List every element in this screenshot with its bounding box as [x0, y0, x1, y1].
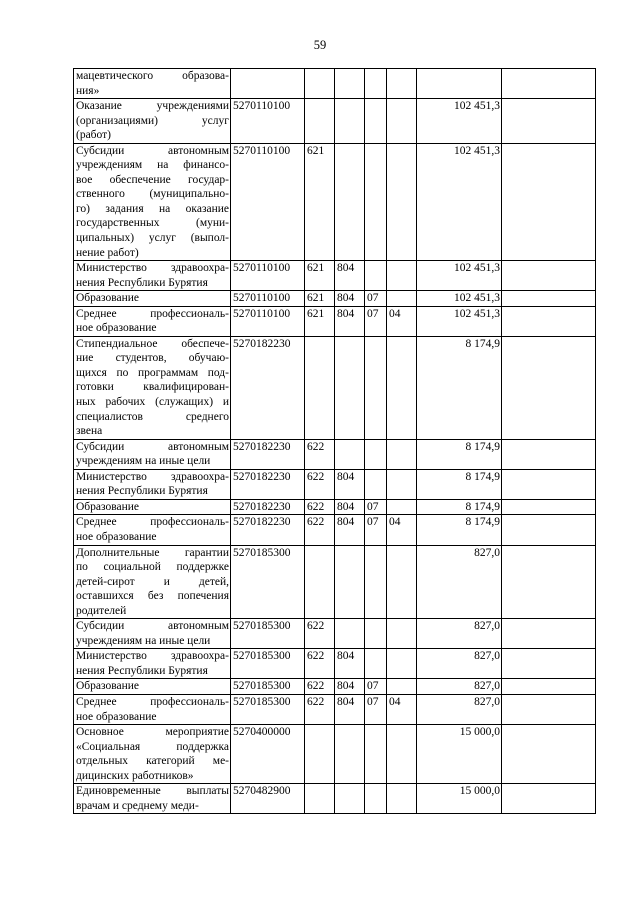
section-code: 07	[365, 515, 387, 545]
subsection-code	[387, 545, 417, 619]
item-name-line: Дополнительные гарантии	[76, 546, 229, 559]
department-code	[335, 619, 365, 649]
budget-table	[73, 68, 596, 814]
extra-cell	[502, 439, 596, 469]
section-code: 07	[365, 694, 387, 724]
expense-type-code: 621	[305, 143, 335, 260]
item-name-line: учреждениям на иные цели	[76, 634, 211, 647]
item-name-line: Субсидии автономным	[76, 144, 229, 157]
item-name-line: государственных (муни-	[76, 217, 229, 230]
amount-cell: 102 451,3	[417, 143, 502, 260]
table-row	[74, 469, 596, 499]
item-name-cell	[74, 439, 231, 469]
item-name-line: Среднее профессиональ-	[76, 307, 229, 320]
item-name-line: отдельных категорий ме-	[76, 755, 229, 768]
section-code	[365, 619, 387, 649]
extra-cell	[502, 261, 596, 291]
item-name-cell	[74, 784, 231, 814]
expense-type-code: 622	[305, 649, 335, 679]
expense-type-code: 622	[305, 619, 335, 649]
expense-type-code	[305, 69, 335, 99]
expense-type-code	[305, 545, 335, 619]
table-body	[74, 69, 596, 814]
item-name-cell	[74, 291, 231, 307]
item-name-line: Стипендиальное обеспече-	[76, 337, 229, 350]
item-name-line: ципальных) услуг (выпол-	[76, 232, 229, 245]
item-name-cell	[74, 694, 231, 724]
table-row	[74, 69, 596, 99]
amount-cell: 827,0	[417, 649, 502, 679]
expense-type-code	[305, 784, 335, 814]
item-name-line: Образование	[76, 680, 140, 693]
target-article-code: 5270185300	[231, 619, 305, 649]
amount-cell: 102 451,3	[417, 261, 502, 291]
item-name-line: ние студентов, обучаю-	[76, 352, 229, 365]
extra-cell	[502, 545, 596, 619]
item-name-cell	[74, 69, 231, 99]
extra-cell	[502, 306, 596, 336]
target-article-code: 5270185300	[231, 649, 305, 679]
table-row	[74, 649, 596, 679]
amount-cell: 8 174,9	[417, 469, 502, 499]
item-name-line: Единовременные выплаты	[76, 785, 229, 798]
section-code	[365, 784, 387, 814]
section-code: 07	[365, 306, 387, 336]
subsection-code	[387, 469, 417, 499]
item-name-line: нение работ)	[76, 246, 139, 259]
item-name-line: ственного (муниципально-	[76, 188, 229, 201]
section-code	[365, 439, 387, 469]
subsection-code	[387, 291, 417, 307]
subsection-code	[387, 261, 417, 291]
item-name-line: (организациями) услуг	[76, 114, 229, 127]
item-name-line: Образование	[76, 500, 140, 513]
item-name-line: Оказание учреждениями	[76, 100, 229, 113]
department-code	[335, 545, 365, 619]
item-name-line: звена	[76, 425, 103, 438]
extra-cell	[502, 69, 596, 99]
expense-type-code: 621	[305, 306, 335, 336]
target-article-code: 5270110100	[231, 143, 305, 260]
table-row	[74, 143, 596, 260]
amount-cell: 827,0	[417, 545, 502, 619]
table-row	[74, 619, 596, 649]
table-row	[74, 499, 596, 515]
item-name-line: ное образование	[76, 322, 157, 335]
item-name-line: учреждениям на иные цели	[76, 455, 211, 468]
item-name-line: го) задания на оказание	[76, 202, 229, 215]
item-name-cell	[74, 143, 231, 260]
subsection-code	[387, 725, 417, 784]
subsection-code	[387, 336, 417, 439]
table-row	[74, 725, 596, 784]
department-code: 804	[335, 515, 365, 545]
table-row	[74, 545, 596, 619]
department-code	[335, 725, 365, 784]
department-code	[335, 69, 365, 99]
extra-cell	[502, 679, 596, 695]
amount-cell: 15 000,0	[417, 784, 502, 814]
item-name-cell	[74, 725, 231, 784]
amount-cell: 8 174,9	[417, 515, 502, 545]
department-code	[335, 99, 365, 144]
expense-type-code	[305, 725, 335, 784]
department-code	[335, 784, 365, 814]
amount-cell: 8 174,9	[417, 499, 502, 515]
department-code	[335, 439, 365, 469]
amount-cell: 827,0	[417, 619, 502, 649]
target-article-code: 5270110100	[231, 261, 305, 291]
target-article-code: 5270182230	[231, 469, 305, 499]
item-name-line: Основное мероприятие	[76, 726, 229, 739]
department-code: 804	[335, 469, 365, 499]
extra-cell	[502, 619, 596, 649]
item-name-cell	[74, 649, 231, 679]
item-name-line: мацевтического образова-	[76, 70, 229, 82]
extra-cell	[502, 649, 596, 679]
item-name-line: Министерство здравоохра-	[76, 650, 229, 663]
table-row	[74, 306, 596, 336]
item-name-line: щихся по программам под-	[76, 366, 229, 379]
item-name-cell	[74, 515, 231, 545]
extra-cell	[502, 515, 596, 545]
item-name-line: Министерство здравоохра-	[76, 262, 229, 275]
section-code	[365, 725, 387, 784]
item-name-line: Среднее профессиональ-	[76, 516, 229, 529]
item-name-cell	[74, 545, 231, 619]
section-code	[365, 336, 387, 439]
amount-cell: 827,0	[417, 679, 502, 695]
item-name-line: Субсидии автономным	[76, 440, 229, 453]
department-code: 804	[335, 499, 365, 515]
expense-type-code: 622	[305, 515, 335, 545]
target-article-code: 5270110100	[231, 99, 305, 144]
subsection-code	[387, 679, 417, 695]
extra-cell	[502, 143, 596, 260]
item-name-line: Субсидии автономным	[76, 620, 229, 633]
section-code: 07	[365, 291, 387, 307]
target-article-code: 5270185300	[231, 679, 305, 695]
department-code: 804	[335, 291, 365, 307]
item-name-line: «Социальная поддержка	[76, 740, 229, 753]
section-code	[365, 469, 387, 499]
page-number: 59	[313, 38, 327, 52]
item-name-cell	[74, 679, 231, 695]
target-article-code: 5270182230	[231, 439, 305, 469]
department-code: 804	[335, 261, 365, 291]
amount-cell: 8 174,9	[417, 336, 502, 439]
table-row	[74, 261, 596, 291]
item-name-line: вое обеспечение государ-	[76, 173, 229, 186]
item-name-line: нения Республики Бурятия	[76, 664, 208, 677]
extra-cell	[502, 499, 596, 515]
item-name-line: дицинских работников»	[76, 769, 194, 782]
target-article-code: 5270182230	[231, 499, 305, 515]
item-name-line: по социальной поддержке	[76, 561, 229, 574]
table-row	[74, 336, 596, 439]
item-name-line: родителей	[76, 604, 127, 617]
table-row	[74, 439, 596, 469]
expense-type-code: 622	[305, 439, 335, 469]
section-code	[365, 69, 387, 99]
target-article-code	[231, 69, 305, 99]
table-row	[74, 99, 596, 144]
expense-type-code: 622	[305, 679, 335, 695]
expense-type-code: 622	[305, 694, 335, 724]
subsection-code	[387, 439, 417, 469]
department-code: 804	[335, 694, 365, 724]
department-code	[335, 143, 365, 260]
item-name-cell	[74, 99, 231, 144]
amount-cell: 827,0	[417, 694, 502, 724]
item-name-line: Среднее профессиональ-	[76, 695, 229, 708]
item-name-line: (работ)	[76, 129, 111, 142]
item-name-line: ния»	[76, 84, 100, 97]
section-code	[365, 143, 387, 260]
department-code: 804	[335, 306, 365, 336]
item-name-cell	[74, 336, 231, 439]
section-code	[365, 261, 387, 291]
subsection-code: 04	[387, 515, 417, 545]
item-name-cell	[74, 619, 231, 649]
expense-type-code: 622	[305, 469, 335, 499]
subsection-code: 04	[387, 694, 417, 724]
item-name-line: учреждениям на финансо-	[76, 159, 229, 172]
amount-cell: 102 451,3	[417, 306, 502, 336]
expense-type-code: 622	[305, 499, 335, 515]
item-name-line: Образование	[76, 292, 140, 305]
amount-cell	[417, 69, 502, 99]
table-row	[74, 679, 596, 695]
extra-cell	[502, 336, 596, 439]
expense-type-code: 621	[305, 291, 335, 307]
item-name-line: ное образование	[76, 710, 157, 723]
item-name-line: оставшихся без попечения	[76, 590, 229, 603]
table-row	[74, 694, 596, 724]
subsection-code	[387, 69, 417, 99]
section-code: 07	[365, 499, 387, 515]
item-name-line: специалистов среднего	[76, 410, 229, 423]
subsection-code	[387, 649, 417, 679]
table-row	[74, 515, 596, 545]
item-name-line: детей-сирот и детей,	[76, 575, 229, 588]
table-row	[74, 784, 596, 814]
item-name-cell	[74, 261, 231, 291]
department-code: 804	[335, 649, 365, 679]
target-article-code: 5270182230	[231, 515, 305, 545]
amount-cell: 102 451,3	[417, 291, 502, 307]
extra-cell	[502, 99, 596, 144]
subsection-code	[387, 99, 417, 144]
subsection-code: 04	[387, 306, 417, 336]
extra-cell	[502, 694, 596, 724]
department-code	[335, 336, 365, 439]
amount-cell: 8 174,9	[417, 439, 502, 469]
expense-type-code	[305, 99, 335, 144]
expense-type-code: 621	[305, 261, 335, 291]
item-name-line: готовки квалифицирован-	[76, 381, 229, 394]
target-article-code: 5270185300	[231, 545, 305, 619]
amount-cell: 102 451,3	[417, 99, 502, 144]
target-article-code: 5270482900	[231, 784, 305, 814]
extra-cell	[502, 469, 596, 499]
department-code: 804	[335, 679, 365, 695]
subsection-code	[387, 619, 417, 649]
target-article-code: 5270110100	[231, 306, 305, 336]
extra-cell	[502, 291, 596, 307]
item-name-line: нения Республики Бурятия	[76, 276, 208, 289]
target-article-code: 5270110100	[231, 291, 305, 307]
item-name-cell	[74, 469, 231, 499]
section-code	[365, 649, 387, 679]
item-name-line: врачам и среднему меди-	[76, 799, 199, 812]
extra-cell	[502, 784, 596, 814]
item-name-line: ных рабочих (служащих) и	[76, 396, 229, 409]
subsection-code	[387, 784, 417, 814]
subsection-code	[387, 143, 417, 260]
section-code: 07	[365, 679, 387, 695]
expense-type-code	[305, 336, 335, 439]
section-code	[365, 99, 387, 144]
item-name-cell	[74, 499, 231, 515]
item-name-line: ное образование	[76, 530, 157, 543]
item-name-cell	[74, 306, 231, 336]
section-code	[365, 545, 387, 619]
target-article-code: 5270400000	[231, 725, 305, 784]
amount-cell: 15 000,0	[417, 725, 502, 784]
item-name-line: Министерство здравоохра-	[76, 470, 229, 483]
extra-cell	[502, 725, 596, 784]
target-article-code: 5270185300	[231, 694, 305, 724]
table-row	[74, 291, 596, 307]
subsection-code	[387, 499, 417, 515]
target-article-code: 5270182230	[231, 336, 305, 439]
item-name-line: нения Республики Бурятия	[76, 485, 208, 498]
